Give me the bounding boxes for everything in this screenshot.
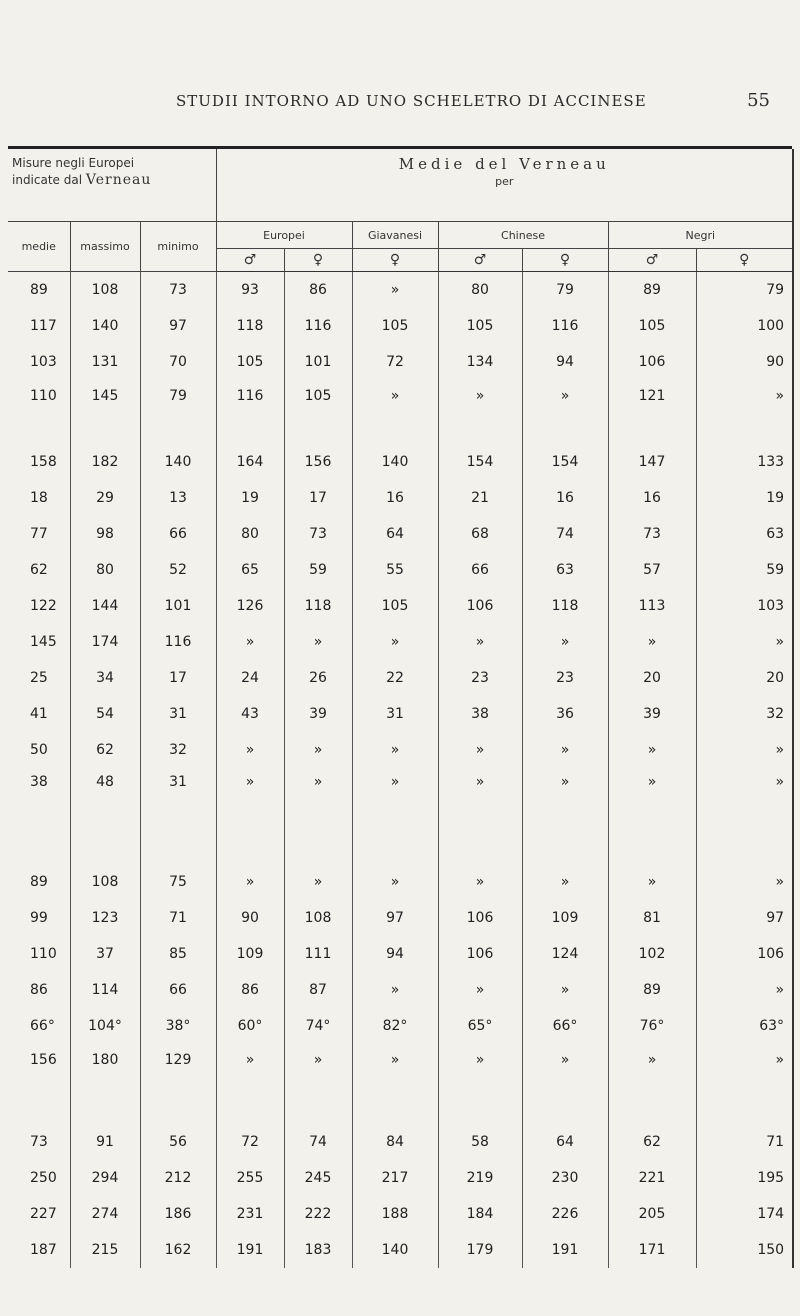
table-cell: 124: [522, 936, 608, 972]
table-cell: 86: [8, 972, 70, 1008]
table-cell: 103: [8, 344, 70, 380]
table-cell: 70: [140, 344, 216, 380]
table-cell: 62: [8, 552, 70, 588]
table-cell: »: [696, 624, 793, 660]
table-cell: 191: [216, 1232, 284, 1268]
table-cell: 111: [284, 936, 352, 972]
table-cell: 86: [216, 972, 284, 1008]
table-cell: 133: [696, 444, 793, 480]
table-cell: 103: [696, 588, 793, 624]
table-cell: 255: [216, 1160, 284, 1196]
table-cell: 31: [140, 696, 216, 732]
table-cell: 97: [140, 308, 216, 344]
table-cell: 118: [284, 588, 352, 624]
table-cell: »: [522, 864, 608, 900]
table-cell: 227: [8, 1196, 70, 1232]
table-cell: 79: [522, 272, 608, 309]
table-cell: »: [352, 272, 438, 309]
table-cell: 16: [352, 480, 438, 516]
table-cell: 19: [216, 480, 284, 516]
table-cell: 116: [216, 380, 284, 444]
table-cell: 91: [70, 1124, 140, 1160]
table-cell: 41: [8, 696, 70, 732]
table-cell: »: [352, 864, 438, 900]
table-cell: 93: [216, 272, 284, 309]
table-cell: 294: [70, 1160, 140, 1196]
table-row: [8, 444, 793, 480]
table-cell: 81: [608, 900, 696, 936]
table-cell: 123: [70, 900, 140, 936]
table-cell: 219: [438, 1160, 522, 1196]
table-cell: 72: [352, 344, 438, 380]
table-cell: 150: [696, 1232, 793, 1268]
table-cell: 174: [696, 1196, 793, 1232]
table-cell: 39: [608, 696, 696, 732]
table-cell: 105: [608, 308, 696, 344]
table-cell: »: [352, 380, 438, 444]
table-header: [8, 149, 793, 272]
table-cell: 66: [438, 552, 522, 588]
table-cell: 71: [696, 1124, 793, 1160]
measurements-table: [8, 149, 794, 1268]
table-cell: 89: [608, 972, 696, 1008]
table-cell: »: [352, 624, 438, 660]
table-cell: 43: [216, 696, 284, 732]
table-cell: 118: [216, 308, 284, 344]
table-cell: 34: [70, 660, 140, 696]
table-cell: 80: [216, 516, 284, 552]
table-cell: 82°: [352, 1008, 438, 1044]
table-cell: 38: [8, 768, 70, 864]
negri-male-icon: ♂: [608, 249, 696, 272]
table-cell: 66: [140, 516, 216, 552]
table-cell: 109: [522, 900, 608, 936]
table-cell: »: [696, 1044, 793, 1124]
table-cell: 205: [608, 1196, 696, 1232]
table-cell: 250: [8, 1160, 70, 1196]
table-row: [8, 696, 793, 732]
table-cell: 63: [696, 516, 793, 552]
table-cell: 36: [522, 696, 608, 732]
table-cell: 31: [352, 696, 438, 732]
table-cell: 57: [608, 552, 696, 588]
table-cell: 17: [284, 480, 352, 516]
table-cell: 131: [70, 344, 140, 380]
table-cell: 80: [438, 272, 522, 309]
table-cell: 118: [522, 588, 608, 624]
table-cell: 129: [140, 1044, 216, 1124]
table-cell: 215: [70, 1232, 140, 1268]
table-cell: 75: [140, 864, 216, 900]
table-row: [8, 272, 793, 309]
table-cell: 97: [696, 900, 793, 936]
table-cell: »: [608, 768, 696, 864]
table-row: [8, 1196, 793, 1232]
table-cell: »: [696, 380, 793, 444]
table-cell: 184: [438, 1196, 522, 1232]
table-cell: 80: [70, 552, 140, 588]
table-cell: »: [696, 972, 793, 1008]
table-row: [8, 552, 793, 588]
table-cell: 140: [70, 308, 140, 344]
table-cell: 32: [696, 696, 793, 732]
table-cell: »: [522, 624, 608, 660]
table-cell: 29: [70, 480, 140, 516]
table-cell: 16: [608, 480, 696, 516]
table-cell: »: [522, 1044, 608, 1124]
table-cell: 110: [8, 936, 70, 972]
table-cell: 108: [70, 864, 140, 900]
table-cell: 55: [352, 552, 438, 588]
table-cell: 183: [284, 1232, 352, 1268]
table-row: [8, 344, 793, 380]
table-cell: 24: [216, 660, 284, 696]
col-medie: medie: [8, 222, 70, 272]
table-cell: »: [284, 1044, 352, 1124]
table-cell: »: [352, 768, 438, 864]
table-row: [8, 864, 793, 900]
table-cell: 89: [8, 272, 70, 309]
table-cell: 59: [696, 552, 793, 588]
table-cell: 212: [140, 1160, 216, 1196]
table-cell: 23: [438, 660, 522, 696]
table-cell: 117: [8, 308, 70, 344]
table-cell: 126: [216, 588, 284, 624]
table-cell: 20: [608, 660, 696, 696]
measurements-table-wrapper: [8, 149, 793, 1268]
table-row: [8, 900, 793, 936]
table-cell: 116: [140, 624, 216, 660]
table-cell: 99: [8, 900, 70, 936]
page-number: 55: [747, 90, 770, 111]
table-row: [8, 624, 793, 660]
table-cell: 17: [140, 660, 216, 696]
table-cell: »: [216, 624, 284, 660]
table-cell: 59: [284, 552, 352, 588]
table-cell: »: [284, 768, 352, 864]
table-cell: 222: [284, 1196, 352, 1232]
table-cell: 48: [70, 768, 140, 864]
table-row: [8, 480, 793, 516]
table-cell: 85: [140, 936, 216, 972]
table-cell: 86: [284, 272, 352, 309]
table-cell: 108: [70, 272, 140, 309]
table-cell: »: [438, 624, 522, 660]
table-cell: 62: [70, 732, 140, 768]
table-cell: »: [438, 864, 522, 900]
table-cell: »: [608, 732, 696, 768]
table-cell: 60°: [216, 1008, 284, 1044]
table-cell: 66: [140, 972, 216, 1008]
table-cell: »: [284, 624, 352, 660]
table-cell: 72: [216, 1124, 284, 1160]
table-cell: 73: [284, 516, 352, 552]
table-cell: »: [438, 972, 522, 1008]
table-cell: »: [352, 972, 438, 1008]
table-row: [8, 936, 793, 972]
table-cell: »: [522, 768, 608, 864]
table-cell: 105: [284, 380, 352, 444]
table-cell: 156: [8, 1044, 70, 1124]
table-cell: 77: [8, 516, 70, 552]
table-cell: 21: [438, 480, 522, 516]
table-cell: 50: [8, 732, 70, 768]
table-row: [8, 1008, 793, 1044]
table-cell: 105: [438, 308, 522, 344]
table-cell: 144: [70, 588, 140, 624]
table-cell: 66°: [8, 1008, 70, 1044]
table-cell: 109: [216, 936, 284, 972]
table-cell: 106: [608, 344, 696, 380]
table-cell: 32: [140, 732, 216, 768]
table-cell: 64: [522, 1124, 608, 1160]
chinese-male-icon: ♂: [438, 249, 522, 272]
table-cell: 74: [522, 516, 608, 552]
table-cell: 101: [140, 588, 216, 624]
table-cell: 84: [352, 1124, 438, 1160]
table-cell: 274: [70, 1196, 140, 1232]
right-title-text: Medie del Verneau: [398, 155, 610, 173]
table-cell: 23: [522, 660, 608, 696]
table-row: [8, 1044, 793, 1124]
table-cell: 147: [608, 444, 696, 480]
table-cell: 108: [284, 900, 352, 936]
table-cell: 62: [608, 1124, 696, 1160]
table-cell: »: [522, 732, 608, 768]
table-cell: »: [438, 732, 522, 768]
table-cell: 140: [140, 444, 216, 480]
table-cell: 94: [522, 344, 608, 380]
table-cell: 122: [8, 588, 70, 624]
table-cell: 89: [608, 272, 696, 309]
table-cell: 140: [352, 1232, 438, 1268]
table-cell: 71: [140, 900, 216, 936]
table-cell: 65°: [438, 1008, 522, 1044]
table-cell: 121: [608, 380, 696, 444]
table-cell: 74°: [284, 1008, 352, 1044]
table-cell: 22: [352, 660, 438, 696]
table-cell: 64: [352, 516, 438, 552]
table-cell: 90: [696, 344, 793, 380]
negri-female-icon: ♀: [696, 249, 793, 272]
table-cell: 180: [70, 1044, 140, 1124]
table-cell: 105: [216, 344, 284, 380]
table-cell: 89: [8, 864, 70, 900]
table-cell: 114: [70, 972, 140, 1008]
table-row: [8, 308, 793, 344]
table-cell: 156: [284, 444, 352, 480]
left-title-line1: Misure negli Europei: [12, 156, 135, 170]
table-cell: »: [284, 864, 352, 900]
table-cell: 105: [352, 588, 438, 624]
table-cell: 16: [522, 480, 608, 516]
table-cell: 79: [696, 272, 793, 309]
table-cell: 145: [70, 380, 140, 444]
left-header-title: [8, 149, 216, 222]
table-cell: 25: [8, 660, 70, 696]
table-cell: 187: [8, 1232, 70, 1268]
table-cell: »: [216, 1044, 284, 1124]
table-row: [8, 972, 793, 1008]
table-cell: 20: [696, 660, 793, 696]
table-cell: 113: [608, 588, 696, 624]
table-cell: 94: [352, 936, 438, 972]
table-row: [8, 660, 793, 696]
table-row: [8, 768, 793, 864]
table-cell: 106: [696, 936, 793, 972]
table-cell: 26: [284, 660, 352, 696]
right-subtitle: per: [495, 175, 514, 188]
table-row: [8, 516, 793, 552]
table-cell: 217: [352, 1160, 438, 1196]
table-body: [8, 272, 793, 1269]
table-row: [8, 588, 793, 624]
table-cell: 195: [696, 1160, 793, 1196]
table-cell: 145: [8, 624, 70, 660]
table-cell: 101: [284, 344, 352, 380]
table-cell: »: [608, 1044, 696, 1124]
table-cell: 171: [608, 1232, 696, 1268]
europei-male-icon: ♂: [216, 249, 284, 272]
table-cell: 18: [8, 480, 70, 516]
table-cell: 158: [8, 444, 70, 480]
table-cell: »: [216, 864, 284, 900]
col-massimo: massimo: [70, 222, 140, 272]
table-cell: 231: [216, 1196, 284, 1232]
table-cell: 56: [140, 1124, 216, 1160]
left-title-verneau: Verneau: [85, 172, 152, 188]
table-cell: 73: [8, 1124, 70, 1160]
table-cell: 52: [140, 552, 216, 588]
table-cell: 191: [522, 1232, 608, 1268]
group-europei: Europei: [216, 222, 352, 249]
chinese-female-icon: ♀: [522, 249, 608, 272]
table-cell: 97: [352, 900, 438, 936]
table-cell: 245: [284, 1160, 352, 1196]
table-cell: 102: [608, 936, 696, 972]
table-cell: 174: [70, 624, 140, 660]
table-cell: 65: [216, 552, 284, 588]
table-cell: »: [438, 768, 522, 864]
table-cell: 105: [352, 308, 438, 344]
table-cell: »: [438, 380, 522, 444]
table-cell: 63: [522, 552, 608, 588]
group-giavanesi: Giavanesi: [352, 222, 438, 249]
table-cell: 162: [140, 1232, 216, 1268]
table-cell: 221: [608, 1160, 696, 1196]
table-cell: 13: [140, 480, 216, 516]
table-row: [8, 1124, 793, 1160]
table-cell: 74: [284, 1124, 352, 1160]
table-cell: 164: [216, 444, 284, 480]
table-cell: 154: [522, 444, 608, 480]
right-header-title: [216, 149, 793, 222]
table-cell: 38: [438, 696, 522, 732]
running-title: STUDII INTORNO AD UNO SCHELETRO DI ACCINESE: [176, 92, 647, 110]
table-row: [8, 1160, 793, 1196]
table-cell: 37: [70, 936, 140, 972]
table-cell: 76°: [608, 1008, 696, 1044]
table-cell: 66°: [522, 1008, 608, 1044]
table-cell: 106: [438, 588, 522, 624]
table-cell: 110: [8, 380, 70, 444]
table-cell: »: [608, 864, 696, 900]
table-cell: 154: [438, 444, 522, 480]
table-cell: »: [352, 1044, 438, 1124]
table-row: [8, 1232, 793, 1268]
table-cell: »: [696, 864, 793, 900]
europei-female-icon: ♀: [284, 249, 352, 272]
table-cell: 100: [696, 308, 793, 344]
table-cell: 19: [696, 480, 793, 516]
table-cell: »: [608, 624, 696, 660]
table-cell: »: [216, 768, 284, 864]
table-cell: 58: [438, 1124, 522, 1160]
table-cell: 226: [522, 1196, 608, 1232]
table-cell: 68: [438, 516, 522, 552]
table-cell: 73: [140, 272, 216, 309]
table-cell: 140: [352, 444, 438, 480]
table-cell: 73: [608, 516, 696, 552]
table-cell: 116: [522, 308, 608, 344]
table-cell: 39: [284, 696, 352, 732]
table-cell: 79: [140, 380, 216, 444]
table-cell: 106: [438, 900, 522, 936]
left-title-line2-prefix: indicate dal: [12, 173, 83, 187]
table-cell: »: [522, 972, 608, 1008]
table-cell: 38°: [140, 1008, 216, 1044]
table-cell: »: [696, 732, 793, 768]
table-row: [8, 380, 793, 444]
table-cell: 134: [438, 344, 522, 380]
table-cell: »: [284, 732, 352, 768]
table-cell: 63°: [696, 1008, 793, 1044]
table-cell: 87: [284, 972, 352, 1008]
table-row: [8, 732, 793, 768]
table-cell: 116: [284, 308, 352, 344]
table-cell: 230: [522, 1160, 608, 1196]
table-cell: 106: [438, 936, 522, 972]
table-cell: 104°: [70, 1008, 140, 1044]
table-cell: 98: [70, 516, 140, 552]
col-minimo: minimo: [140, 222, 216, 272]
table-cell: »: [438, 1044, 522, 1124]
table-cell: 182: [70, 444, 140, 480]
page-header: [0, 92, 800, 122]
table-cell: 31: [140, 768, 216, 864]
group-chinese: Chinese: [438, 222, 608, 249]
table-cell: »: [216, 732, 284, 768]
table-cell: »: [352, 732, 438, 768]
table-cell: 54: [70, 696, 140, 732]
table-cell: 186: [140, 1196, 216, 1232]
table-cell: 188: [352, 1196, 438, 1232]
group-negri: Negri: [608, 222, 793, 249]
table-cell: 179: [438, 1232, 522, 1268]
giavanesi-female-icon: ♀: [352, 249, 438, 272]
table-cell: »: [522, 380, 608, 444]
table-cell: »: [696, 768, 793, 864]
table-cell: 90: [216, 900, 284, 936]
